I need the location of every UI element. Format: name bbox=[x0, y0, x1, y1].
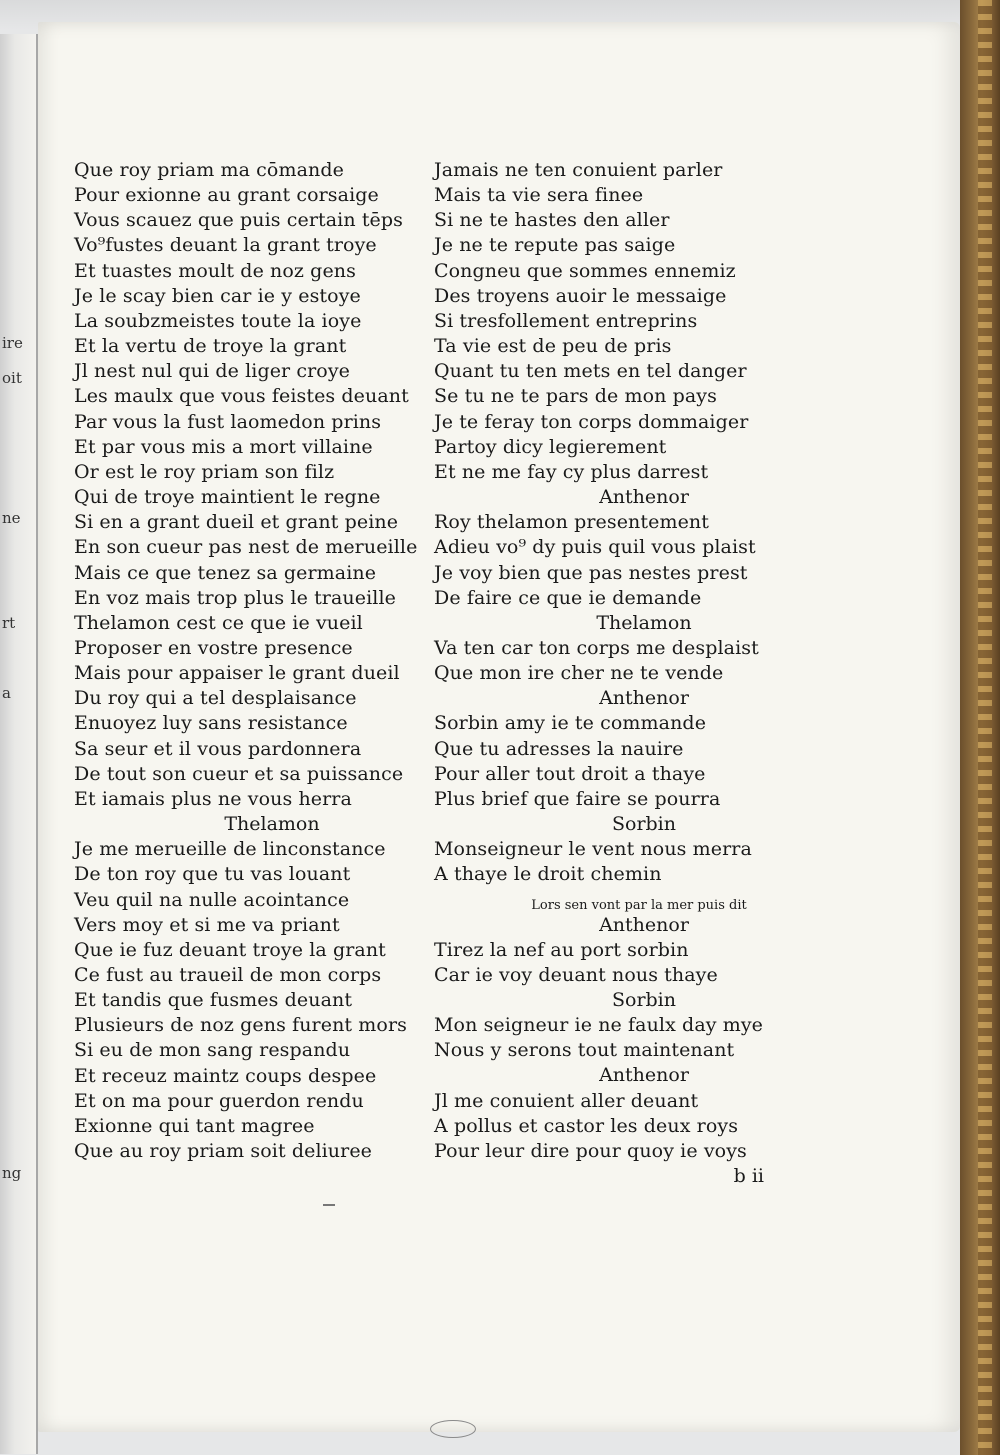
facing-page-edge bbox=[0, 34, 38, 1454]
verse-line: Que au roy priam soit deliuree bbox=[74, 1140, 373, 1163]
verse-line: Sorbin amy ie te commande bbox=[434, 712, 707, 735]
speaker-heading: Thelamon bbox=[596, 611, 692, 634]
signature-mark: b ii bbox=[733, 1165, 764, 1188]
verse-line: Je me merueille de linconstance bbox=[74, 838, 386, 861]
verse-line: Or est le roy priam son filz bbox=[74, 460, 335, 483]
ink-mark bbox=[323, 1204, 335, 1206]
verse-line: Des troyens auoir le messaige bbox=[434, 284, 727, 307]
verse-line: Sa seur et il vous pardonnera bbox=[74, 737, 362, 760]
verse-line: Que tu adresses la nauire bbox=[434, 737, 684, 760]
verse-line: Nous y serons tout maintenant bbox=[434, 1039, 735, 1062]
verse-line: Que mon ire cher ne te vende bbox=[434, 662, 724, 685]
left-text-column bbox=[74, 158, 434, 1164]
verse-line: Que roy priam ma cōmande bbox=[74, 159, 344, 181]
verse-line: Vers moy et si me va priant bbox=[74, 913, 340, 936]
verse-line: Mon seigneur ie ne faulx day mye bbox=[434, 1014, 764, 1037]
book-binding bbox=[960, 0, 1000, 1455]
facing-page-fragment: ne bbox=[2, 509, 21, 527]
verse-line: Mais pour appaiser le grant dueil bbox=[74, 662, 400, 685]
verse-line: Vous scauez que puis certain tēps bbox=[74, 209, 404, 232]
printed-page bbox=[38, 22, 960, 1432]
verse-line: Tirez la nef au port sorbin bbox=[434, 938, 689, 961]
verse-line: Ce fust au traueil de mon corps bbox=[74, 964, 382, 986]
verse-line: De ton roy que tu vas louant bbox=[74, 863, 351, 886]
verse-line: Si en a grant dueil et grant peine bbox=[74, 511, 399, 534]
verse-line: Qui de troye maintient le regne bbox=[74, 486, 381, 509]
verse-line: Enuoyez luy sans resistance bbox=[74, 712, 348, 735]
verse-line: Et on ma pour guerdon rendu bbox=[74, 1089, 364, 1112]
verse-line: Et par vous mis a mort villaine bbox=[74, 435, 373, 458]
facing-page-fragment: ire bbox=[2, 334, 23, 352]
verse-line: Thelamon cest ce que ie vueil bbox=[74, 611, 363, 634]
verse-line: Monseigneur le vent nous merra bbox=[434, 838, 752, 861]
facing-page-fragment: oit bbox=[2, 369, 22, 387]
verse-line: Si ne te hastes den aller bbox=[434, 209, 670, 232]
verse-line: Pour aller tout droit a thaye bbox=[434, 762, 706, 785]
verse-line: A thaye le droit chemin bbox=[434, 863, 662, 886]
verse-line: Quant tu ten mets en tel danger bbox=[434, 360, 747, 383]
verse-line: Jl nest nul qui de liger croye bbox=[74, 360, 351, 383]
verse-line: A pollus et castor les deux roys bbox=[434, 1114, 739, 1137]
verse-line: Exionne qui tant magree bbox=[74, 1114, 315, 1137]
verse-line: Veu quil na nulle acointance bbox=[74, 888, 350, 911]
stage-direction: Lors sen vont par la mer puis dit bbox=[531, 897, 747, 913]
verse-line: Par vous la fust laomedon prins bbox=[74, 410, 382, 433]
verse-line: Et tuastes moult de noz gens bbox=[74, 259, 356, 282]
verse-line: Je le scay bien car ie y estoye bbox=[74, 284, 361, 307]
speaker-heading: Sorbin bbox=[611, 813, 676, 836]
verse-line: Jl me conuient aller deuant bbox=[434, 1089, 699, 1112]
facing-page-fragment: a bbox=[2, 684, 11, 702]
verse-line: Vo⁹fustes deuant la grant troye bbox=[74, 234, 377, 257]
verse-line: Si eu de mon sang respandu bbox=[74, 1039, 351, 1062]
verse-line: Pour leur dire pour quoy ie voys bbox=[434, 1139, 747, 1162]
verse-line: Et la vertu de troye la grant bbox=[74, 335, 347, 358]
binding-tooling bbox=[978, 0, 992, 1455]
verse-line: Je ne te repute pas saige bbox=[434, 234, 676, 257]
verse-line: Proposer en vostre presence bbox=[74, 636, 353, 659]
verse-line: Plusieurs de noz gens furent mors bbox=[74, 1014, 407, 1037]
verse-line: Car ie voy deuant nous thaye bbox=[434, 963, 718, 986]
verse-line: Va ten car ton corps me desplaist bbox=[434, 636, 759, 659]
verse-line: Jamais ne ten conuient parler bbox=[434, 159, 723, 181]
speaker-heading: Anthenor bbox=[599, 913, 689, 936]
verse-line: Mais ta vie sera finee bbox=[434, 184, 644, 207]
speaker-heading: Anthenor bbox=[599, 1064, 689, 1087]
verse-line: Congneu que sommes ennemiz bbox=[434, 259, 736, 282]
speaker-heading: Anthenor bbox=[599, 486, 689, 509]
pencil-mark bbox=[430, 1420, 476, 1438]
verse-line: Partoy dicy legierement bbox=[434, 435, 667, 458]
speaker-heading: Anthenor bbox=[599, 687, 689, 710]
verse-line: Les maulx que vous feistes deuant bbox=[74, 385, 409, 408]
verse-line: Et ne me fay cy plus darrest bbox=[434, 460, 709, 483]
verse-line: En voz mais trop plus le traueille bbox=[74, 586, 396, 609]
verse-line: Je te feray ton corps dommaiger bbox=[434, 410, 749, 433]
right-text-column bbox=[434, 158, 814, 1189]
verse-line: Se tu ne te pars de mon pays bbox=[434, 385, 717, 408]
verse-line: Et tandis que fusmes deuant bbox=[74, 989, 353, 1012]
verse-line: De tout son cueur et sa puissance bbox=[74, 762, 404, 785]
verse-line: Si tresfollement entreprins bbox=[434, 309, 698, 332]
verse-line: Que ie fuz deuant troye la grant bbox=[74, 938, 386, 961]
verse-line: Du roy qui a tel desplaisance bbox=[74, 687, 357, 710]
verse-line: Et iamais plus ne vous herra bbox=[74, 787, 352, 810]
verse-line: Mais ce que tenez sa germaine bbox=[74, 561, 377, 584]
verse-line: Plus brief que faire se pourra bbox=[434, 787, 721, 810]
verse-line: Et receuz maintz coups despee bbox=[74, 1064, 377, 1087]
verse-line: La soubzmeistes toute la ioye bbox=[74, 309, 362, 332]
verse-line: Pour exionne au grant corsaige bbox=[74, 184, 379, 207]
facing-page-fragment: rt bbox=[2, 614, 16, 632]
verse-line: De faire ce que ie demande bbox=[434, 586, 702, 609]
speaker-heading: Thelamon bbox=[224, 813, 320, 836]
verse-line: Je voy bien que pas nestes prest bbox=[434, 561, 748, 584]
verse-line: Adieu vo⁹ dy puis quil vous plaist bbox=[434, 536, 756, 559]
verse-line: Roy thelamon presentement bbox=[434, 511, 710, 534]
verse-line: Ta vie est de peu de pris bbox=[434, 335, 672, 358]
facing-page-fragment: ng bbox=[2, 1164, 22, 1182]
speaker-heading: Sorbin bbox=[611, 989, 676, 1011]
verse-line: En son cueur pas nest de merueille bbox=[74, 536, 418, 559]
